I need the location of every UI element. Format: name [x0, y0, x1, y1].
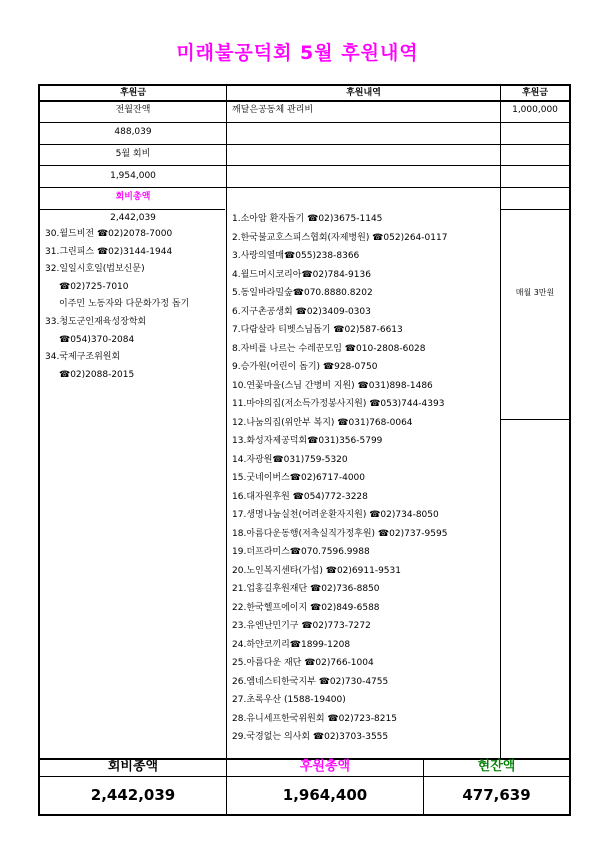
center-donation-list [232, 210, 447, 747]
left-donation-list [45, 226, 189, 384]
list-item: 12.나눔의집(위안부 복지) ☎031)768-0064 [232, 417, 413, 428]
header-donation-amount-right: 후원금 [521, 88, 549, 98]
list-item: 1.소아암 환자돕기 ☎02)3675-1145 [232, 214, 383, 224]
list-item: 7.다람살라 티벳스님돕기 ☎02)587-6613 [232, 325, 403, 335]
total-fee-label: 회비총액 [115, 192, 151, 202]
summary-donation-total-value: 1,964,400 [282, 786, 368, 804]
monthly-fee-value: 1,954,000 [110, 171, 156, 181]
header-donation-amount: 후원금 [119, 88, 147, 98]
list-item: 21.업홍길후원재단 ☎02)736-8850 [232, 584, 380, 594]
list-item: ☎054)370-2084 [59, 334, 135, 345]
list-item: 27.초록우산 (1588-19400) [232, 695, 346, 705]
list-item: ☎02)725-7010 [59, 281, 129, 292]
list-item: 22.한국헬프에이지 ☎02)849-6588 [232, 602, 380, 613]
list-item: 23.유엔난민기구 ☎02)773-7272 [232, 621, 371, 631]
prev-balance-item-amount: 1,000,000 [512, 105, 558, 115]
list-item: 16.대자원후원 ☎054)772-3228 [232, 491, 368, 502]
prev-balance-value: 488,039 [114, 127, 152, 137]
summary-balance-label: 현잔액 [477, 759, 516, 774]
prev-balance-item: 깨달은공동체 관리비 [232, 105, 314, 115]
list-item: 24.하얀코끼리☎1899-1208 [232, 639, 351, 650]
list-item: 18.아름다운동행(저축실직가정후원) ☎02)737-9595 [232, 528, 448, 539]
list-item: 32.일일시호일(법보신문) [45, 264, 145, 275]
list-item: 14.자광원☎031)759-5320 [232, 454, 348, 465]
list-item: 3.사랑의열매☎055)238-8366 [232, 251, 360, 261]
monthly-fee-label: 5월 회비 [115, 149, 151, 159]
list-item: 33.청도군인재육성장학회 [45, 316, 147, 327]
list-item: 11.마야의집(저소득가정봉사지원) ☎053)744-4393 [232, 399, 445, 409]
monthly-note: 매월 3만원 [515, 288, 555, 297]
list-item: 4.월드머시코리아☎02)784-9136 [232, 269, 371, 280]
summary-donation-total-label: 후원총액 [299, 759, 351, 774]
list-item: 30.월드비전 ☎02)2078-7000 [45, 229, 173, 239]
list-item: 28.유니세프한국위원회 ☎02)723-8215 [232, 713, 397, 724]
summary-fee-total-value: 2,442,039 [90, 786, 176, 804]
list-item: 29.국경없는 의사회 ☎02)3703-3555 [232, 732, 389, 742]
list-item: 2.한국불교호스피스협회(자제병원) ☎052)264-0117 [232, 232, 448, 243]
list-item: 34.국제구조위원회 [45, 352, 121, 363]
list-item: 25.아름다운 재단 ☎02)766-1004 [232, 658, 374, 668]
summary-fee-total-label: 회비총액 [107, 759, 159, 774]
list-item: 26.엠네스티한국지부 ☎02)730-4755 [232, 676, 389, 687]
list-item: 19.더프라미스☎070.7596.9988 [232, 547, 370, 557]
list-item: 20.노인복지센타(가섭) ☎02)6911-9531 [232, 565, 401, 576]
list-item: 13.화성자제공덕회☎031)356-5799 [232, 436, 383, 446]
list-item: 31.그린피스 ☎02)3144-1944 [45, 246, 173, 257]
page-title: 미래불공덕회 5월 후원내역 [176, 42, 419, 64]
list-item: 5.동일바라밀숲☎070.8880.8202 [232, 288, 373, 298]
list-item: 17.생명나눔실천(어려운환자지원) ☎02)734-8050 [232, 510, 439, 520]
summary-balance-value: 477,639 [462, 786, 531, 804]
prev-balance-label: 전월잔액 [115, 105, 151, 115]
list-item: 10.연꽃마을(스님 간병비 지원) ☎031)898-1486 [232, 380, 433, 391]
total-fee-value: 2,442,039 [110, 213, 156, 223]
list-item: 이주민 노동자와 다문화가정 돕기 [59, 299, 190, 310]
list-item: 15.굿네이버스☎02)6717-4000 [232, 473, 366, 483]
header-donation-detail: 후원내역 [346, 88, 381, 98]
list-item: 6.지구촌공생회 ☎02)3409-0303 [232, 306, 371, 317]
donation-table [38, 84, 571, 816]
list-item: 8.자비를 나르는 수레꾼모임 ☎010-2808-6028 [232, 343, 426, 354]
list-item: 9.승가원(어린이 돕기) ☎928-0750 [232, 362, 378, 372]
list-item: ☎02)2088-2015 [59, 369, 135, 380]
